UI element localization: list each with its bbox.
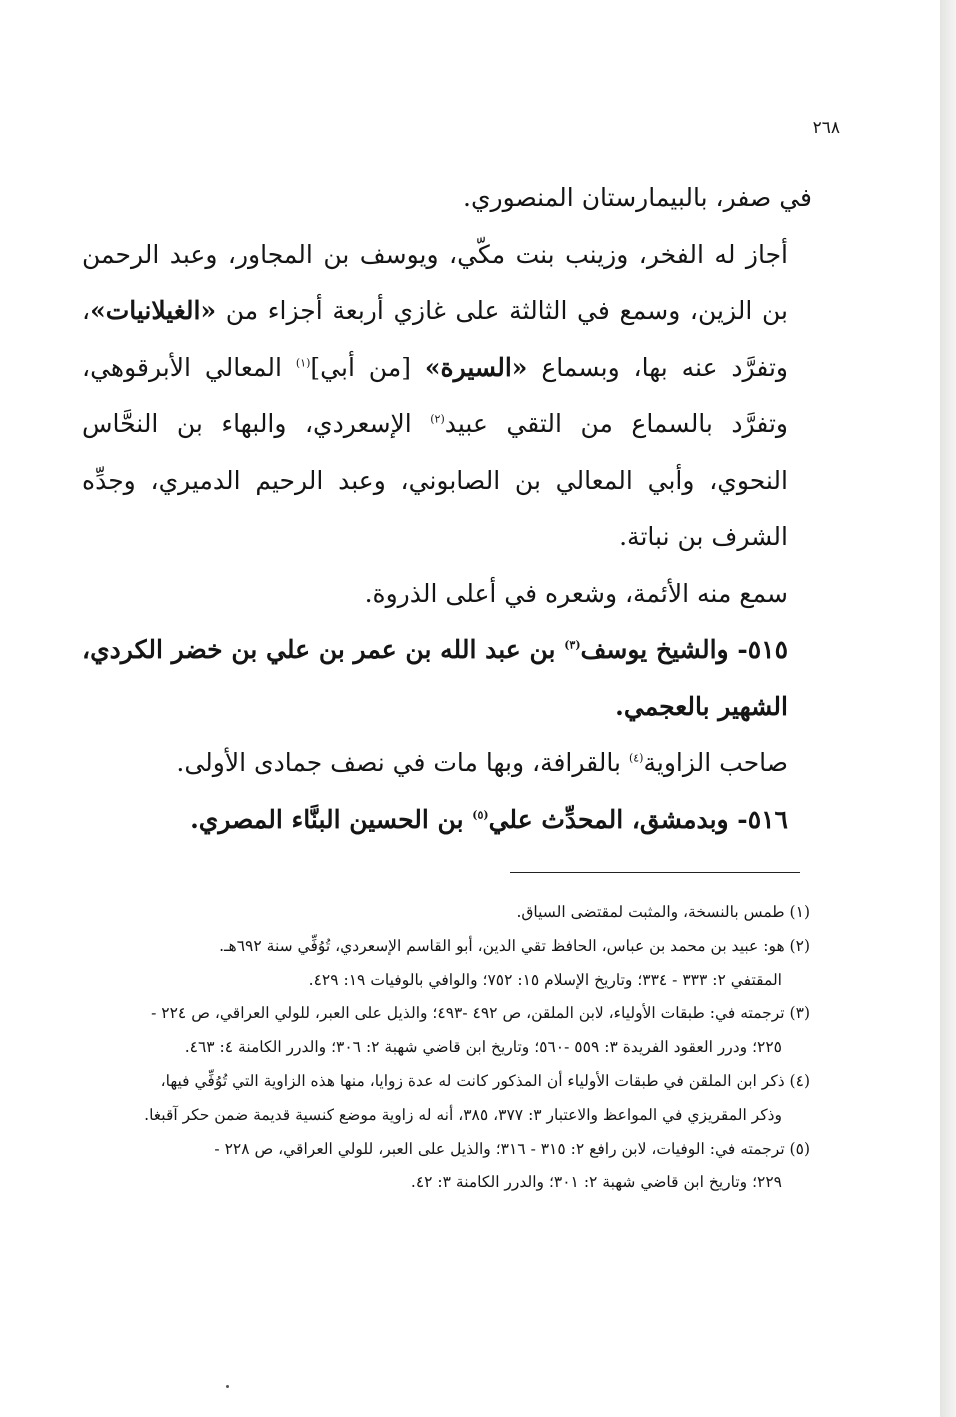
entry-515-name: بن عبد الله بن عمر بن علي بن خضر الكردي، الشهير بالعجمي. — [82, 635, 788, 721]
footnote-4: (٤) ذكر ابن الملقن في طبقات الأولياء أن المذكور كانت له عدة زوايا، منها هذه الزاوية التي تُوُفِّي فيها، — [160, 1071, 810, 1090]
footnote-2-continued: المقتفي ٢: ٣٣٣ - ٣٣٤؛ وتاريخ الإسلام ١٥: ٧٥٢؛ والوافي بالوفيات ١٩: ٤٢٩. — [308, 970, 782, 989]
text-run: صاحب الزاوية — [643, 748, 788, 777]
footnote-3: (٣) ترجمته في: طبقات الأولياء، لابن الملقن، ص ٤٩٢ -٤٩٣؛ والذيل على العبر، للولي العراقي، ص ٢٢٤ - — [151, 1004, 810, 1023]
text-run: أجاز له الفخر، وزينب بنت مكّي، ويوسف بن المجاور، وعبد الرحمن بن الزين، وسمع في الثالثة على غازي أربعة أجزاء من — [82, 239, 788, 325]
text-run: المعالي الأبرقوهي، وتفرَّد بالسماع من التقي عبيد — [82, 352, 788, 438]
text-run: بالقرافة، وبها مات في نصف جمادى الأولى. — [176, 748, 629, 777]
footnote-2: (٢) هو: عبيد بن محمد بن عباس، الحافظ تقي الدين، أبو القاسم الإسعردي، تُوُفِّي سنة ٦٩٢هـ. — [219, 936, 810, 955]
footnote-4-continued: وذكر المقريزي في المواعظ والاعتبار ٣: ٣٧٧، ٣٨٥، أنه له زاوية موضع كنسية قديمة ضمن حكر آقبغا. — [144, 1105, 782, 1124]
main-text — [82, 170, 812, 848]
book-title-ghaylaniyat: «الغيلانيات» — [90, 296, 217, 325]
paragraph-zawiya — [82, 735, 812, 792]
entry-515-heading: ٥١٥- والشيخ يوسف — [580, 635, 789, 664]
footnote-1: (١) طمس بالنسخة، والمثبت لمقتضى السياق. — [516, 903, 810, 921]
text-run: ، وتفرَّد عنه بها، وبسماع — [82, 296, 789, 382]
page-edge — [940, 0, 956, 1417]
entry-516 — [82, 792, 812, 849]
footnote-5-continued: ٢٢٩؛ وتاريخ ابن قاضي شهبة ٢: ٣٠١؛ والدرر الكامنة ٣: ٤٢. — [410, 1173, 782, 1192]
footnotes — [88, 896, 810, 1200]
entry-516-name: بن الحسين البنَّاء المصري. — [190, 804, 473, 834]
scan-speck — [226, 1385, 229, 1388]
footnote-5: (٥) ترجمته في: الوفيات، لابن رافع ٢: ٣١٥ - ٣١٦؛ والذيل على العبر، للولي العراقي، ص ٢٢٨ - — [214, 1139, 810, 1158]
paragraph-students: سمع منه الأئمة، وشعره في أعلى الذروة. — [364, 578, 788, 608]
entry-515 — [82, 622, 812, 735]
page-number: ٢٦٨ — [812, 118, 840, 138]
footnote-3-continued: ٢٢٥؛ ودرر العقود الفريدة ٣: ٥٥٩ -٥٦٠؛ وتاريخ ابن قاضي شهبة ٢: ٣٠٦؛ والدرر الكامنة ٤: ٤٦٣. — [184, 1038, 782, 1057]
book-title-sira: «السيرة» — [424, 352, 528, 382]
paragraph-continuation: في صفر، بالبيمارستان المنصوري. — [463, 183, 812, 212]
footnote-ref-4[interactable]: (٤) — [628, 751, 644, 765]
footnote-separator — [510, 872, 800, 873]
footnote-ref-3[interactable]: (٣) — [564, 638, 581, 652]
footnote-ref-1[interactable]: (١) — [295, 356, 311, 370]
footnote-ref-2[interactable]: (٢) — [430, 412, 445, 426]
text-run: الإسعردي، والبهاء بن النحَّاس النحوي، وأبي المعالي بن الصابوني، وعبد الرحيم الدميري، وجدِّه الشرف بن نباتة. — [82, 409, 788, 551]
paragraph-ijaza — [82, 227, 812, 566]
footnote-ref-5[interactable]: (٥) — [472, 808, 489, 822]
entry-516-heading: ٥١٦- وبدمشق، المحدِّث علي — [488, 804, 788, 834]
text-run: [من أبي] — [310, 352, 425, 382]
